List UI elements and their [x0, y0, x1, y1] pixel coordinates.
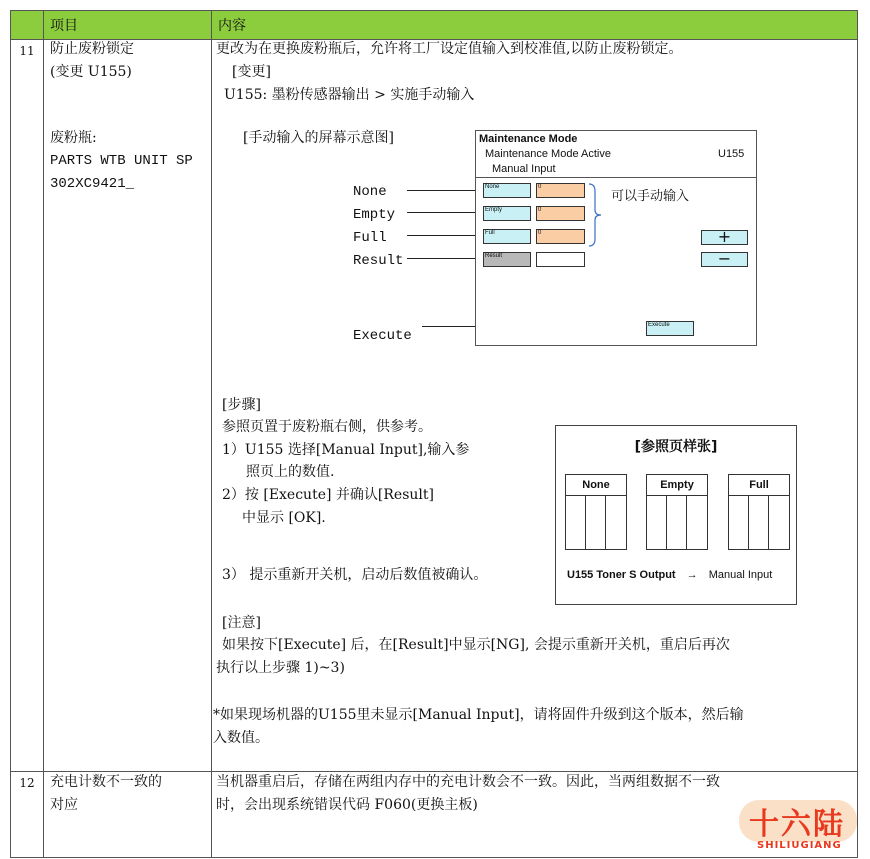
- step2-line1: 2）按 [Execute] 并确认[Result]: [222, 487, 434, 503]
- row11-num: 11: [19, 44, 35, 58]
- execute-button[interactable]: Execute: [646, 321, 694, 336]
- note-line1: 如果按下[Execute] 后，在[Result]中显示[NG], 会提示重新开关机，重启后再次: [222, 637, 730, 653]
- arrow-icon: →: [686, 569, 698, 581]
- box-full[interactable]: Full: [483, 229, 531, 244]
- row11-num-cell: [11, 40, 44, 772]
- pointer-line-full: [407, 235, 482, 236]
- step1-line2: 照页上的数值.: [246, 464, 335, 480]
- maintenance-screen: [475, 130, 757, 346]
- value-full[interactable]: 0: [536, 229, 585, 244]
- screen-divider: [476, 177, 756, 178]
- sample-col-line: [666, 496, 667, 549]
- screen-subtitle: Maintenance Mode Active: [485, 148, 611, 160]
- sample-col-none-label: None: [566, 475, 626, 496]
- sample-col-empty: [646, 474, 708, 550]
- pointer-line-none: [407, 190, 482, 191]
- label-full: Full: [353, 230, 387, 246]
- change-text: U155: 墨粉传感器输出 > 实施手动输入: [224, 87, 475, 103]
- header-content-cell: [212, 11, 858, 40]
- sample-col-line: [605, 496, 606, 549]
- intro-text: 更改为在更换废粉瓶后，允许将工厂设定值输入到校准值,以防止废粉锁定。: [216, 41, 683, 57]
- row11-item-line2: (变更 U155): [50, 64, 132, 80]
- header-content: 内容: [218, 18, 246, 34]
- row12-num: 12: [19, 776, 35, 790]
- reference-sample: [555, 425, 797, 605]
- steps-label: [步骤]: [222, 397, 261, 413]
- value-empty[interactable]: 0: [536, 206, 585, 221]
- header-num-cell: [11, 11, 44, 40]
- brace-icon: [588, 183, 602, 247]
- row11-item-cell: [44, 40, 212, 772]
- row11-item-line1: 防止废粉锁定: [50, 41, 134, 57]
- logo-text: 十六陆: [749, 807, 845, 842]
- screen-mode: Manual Input: [492, 163, 556, 175]
- change-label: [变更]: [232, 64, 271, 80]
- row12-item-line1: 充电计数不一致的: [50, 774, 162, 790]
- step3: 3） 提示重新开关机，启动后数值被确认。: [222, 567, 488, 583]
- note-line2: 执行以上步骤 1)~3): [216, 660, 345, 676]
- manual-input-note: 可以手动输入: [611, 189, 690, 204]
- bottle-label: 废粉瓶:: [50, 130, 97, 146]
- screen-code: U155: [718, 148, 745, 160]
- row12-item-line2: 对应: [50, 797, 78, 813]
- value-result: [536, 252, 585, 267]
- row12-content-line2: 时，会出现系统错误代码 F060(更换主板): [216, 797, 478, 813]
- row12-content-line1: 当机器重启后，存储在两组内存中的充电计数会不一致。因此，当两组数据不一致: [216, 774, 720, 790]
- pointer-line-result: [407, 258, 482, 259]
- box-none[interactable]: None: [483, 183, 531, 198]
- label-none: None: [353, 184, 387, 200]
- note-label: [注意]: [222, 615, 261, 631]
- sample-col-line: [748, 496, 749, 549]
- step2-line2: 中显示 [OK].: [242, 510, 326, 526]
- sample-col-line: [686, 496, 687, 549]
- sample-col-line: [585, 496, 586, 549]
- sample-col-full: [728, 474, 790, 550]
- row12-num-cell: [11, 772, 44, 858]
- minus-button[interactable]: −: [701, 252, 748, 267]
- sample-caption: [567, 569, 772, 581]
- sample-col-empty-label: Empty: [647, 475, 707, 496]
- watermark-logo: [735, 796, 865, 856]
- label-empty: Empty: [353, 207, 396, 223]
- sample-col-full-label: Full: [729, 475, 789, 496]
- screen-title: Maintenance Mode: [479, 133, 578, 145]
- sample-caption-left: U155 Toner S Output: [567, 569, 676, 581]
- sample-col-none: [565, 474, 627, 550]
- bottle-part-line2: 302XC9421_: [50, 176, 135, 192]
- sample-title: [参照页样张]: [634, 439, 718, 455]
- plus-button[interactable]: +: [701, 230, 748, 245]
- step1-line1: 1）U155 选择[Manual Input],输入参: [222, 442, 470, 458]
- bottle-part-line1: PARTS WTB UNIT SP: [50, 153, 193, 169]
- box-result: Result: [483, 252, 531, 267]
- header-item: 项目: [50, 18, 78, 34]
- header-item-cell: [44, 11, 212, 40]
- label-execute: Execute: [353, 328, 412, 344]
- label-result: Result: [353, 253, 404, 269]
- logo-subtext: SHILIUGIANG: [757, 840, 842, 851]
- pointer-line-empty: [407, 212, 482, 213]
- sample-caption-right: Manual Input: [708, 569, 773, 581]
- sample-col-line: [768, 496, 769, 549]
- star-line2: 入数值。: [213, 730, 269, 746]
- value-none[interactable]: 0: [536, 183, 585, 198]
- steps-intro: 参照页置于废粉瓶右侧，供参考。: [222, 419, 432, 435]
- star-line1: *如果现场机器的U155里未显示[Manual Input]，请将固件升级到这个版本，然后输: [213, 707, 744, 723]
- box-empty[interactable]: Empty: [483, 206, 531, 221]
- figure-label: [手动输入的屏幕示意图]: [243, 130, 394, 146]
